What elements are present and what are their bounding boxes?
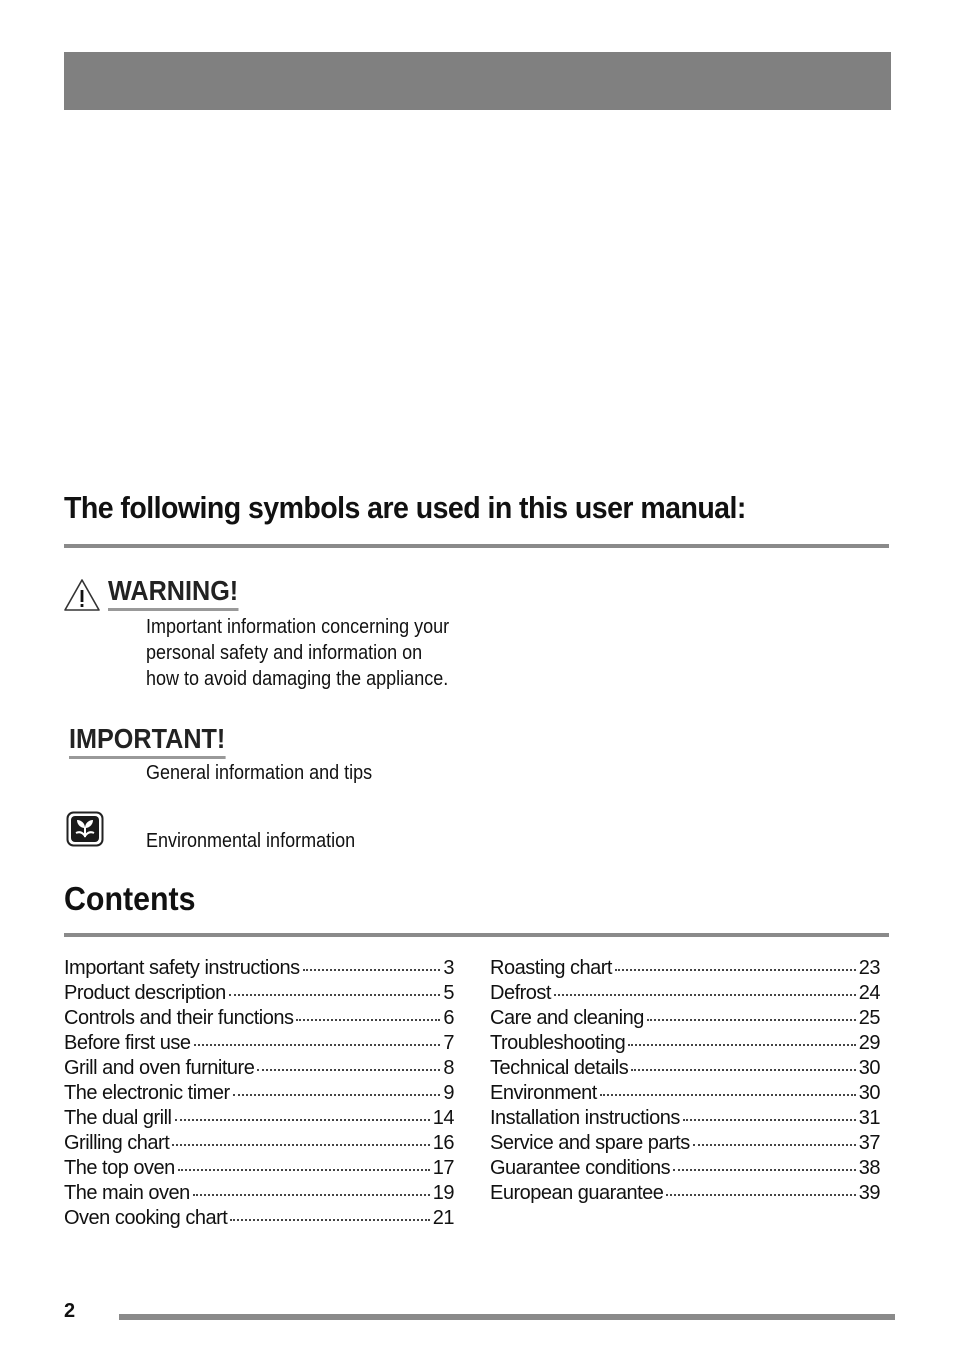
toc-row[interactable]	[490, 982, 880, 1007]
toc-row[interactable]	[490, 1107, 880, 1132]
toc-page: 37	[858, 1132, 880, 1154]
leader-dots	[194, 1044, 441, 1046]
leader-dots	[615, 969, 856, 971]
toc-title: Technical details	[490, 1057, 629, 1079]
toc-page: 16	[432, 1132, 454, 1154]
toc-row[interactable]	[490, 1032, 880, 1057]
toc-title: Grilling chart	[64, 1132, 170, 1154]
toc-title: The main oven	[64, 1182, 190, 1204]
leader-dots	[600, 1094, 856, 1096]
warning-line-2: personal safety and information on	[146, 642, 423, 664]
leader-dots	[554, 994, 856, 996]
toc-row[interactable]	[64, 1057, 454, 1082]
page-number: 2	[64, 1300, 76, 1322]
toc-page: 6	[443, 1007, 454, 1029]
leader-dots	[193, 1194, 430, 1196]
leader-dots	[175, 1119, 430, 1121]
toc-page: 38	[858, 1157, 880, 1179]
toc-left-column	[64, 957, 454, 1232]
toc-title: Care and cleaning	[490, 1007, 644, 1029]
toc-page: 17	[432, 1157, 454, 1179]
toc-row[interactable]	[490, 1132, 880, 1157]
leader-dots	[666, 1194, 855, 1196]
toc-title: Grill and oven furniture	[64, 1057, 255, 1079]
toc-title: Installation instructions	[490, 1107, 680, 1129]
leader-dots	[647, 1019, 856, 1021]
toc-row[interactable]	[64, 1182, 454, 1207]
toc-title: European guarantee	[490, 1182, 664, 1204]
toc-row[interactable]	[490, 1182, 880, 1207]
toc-row[interactable]	[64, 1207, 454, 1232]
toc-row[interactable]	[490, 1157, 880, 1182]
toc-title: Service and spare parts	[490, 1132, 690, 1154]
toc-title: Roasting chart	[490, 957, 612, 979]
leader-dots	[693, 1144, 856, 1146]
toc-row[interactable]	[64, 957, 454, 982]
toc-row[interactable]	[64, 1132, 454, 1157]
toc-page: 3	[443, 957, 454, 979]
toc-row[interactable]	[64, 1032, 454, 1057]
warning-line-3: how to avoid damaging the appliance.	[146, 668, 449, 690]
toc-page: 5	[443, 982, 454, 1004]
toc-page: 7	[443, 1032, 454, 1054]
toc-page: 31	[858, 1107, 880, 1129]
leader-dots	[683, 1119, 856, 1121]
toc-title: Before first use	[64, 1032, 191, 1054]
toc-row[interactable]	[64, 1107, 454, 1132]
footer-rule	[119, 1314, 895, 1320]
contents-heading: Contents	[64, 880, 196, 917]
toc-page: 21	[432, 1207, 454, 1229]
leader-dots	[631, 1069, 856, 1071]
environment-icon	[66, 811, 104, 847]
toc-page: 24	[858, 982, 880, 1004]
toc-title: The electronic timer	[64, 1082, 230, 1104]
leader-dots	[296, 1019, 440, 1021]
warning-triangle-icon	[63, 578, 101, 612]
header-bar	[64, 52, 891, 110]
environmental-text: Environmental information	[146, 830, 356, 852]
toc-row[interactable]	[490, 1007, 880, 1032]
warning-title: WARNING!	[108, 574, 238, 611]
toc-page: 30	[858, 1057, 880, 1079]
leader-dots	[229, 994, 441, 996]
toc-page: 25	[858, 1007, 880, 1029]
leader-dots	[673, 1169, 856, 1171]
important-title: IMPORTANT!	[69, 722, 225, 759]
toc-page: 39	[858, 1182, 880, 1204]
toc-page: 19	[432, 1182, 454, 1204]
symbols-heading: The following symbols are used in this user manual:	[64, 490, 746, 525]
toc-title: The dual grill	[64, 1107, 172, 1129]
heading-rule	[64, 544, 889, 548]
leader-dots	[628, 1044, 856, 1046]
toc-page: 9	[443, 1082, 454, 1104]
toc-page: 14	[432, 1107, 454, 1129]
toc-title: Guarantee conditions	[490, 1157, 671, 1179]
important-text: General information and tips	[146, 762, 373, 784]
contents-rule	[64, 933, 889, 937]
toc-page: 29	[858, 1032, 880, 1054]
leader-dots	[303, 969, 441, 971]
toc-row[interactable]	[64, 982, 454, 1007]
leader-dots	[233, 1094, 441, 1096]
leader-dots	[230, 1219, 429, 1221]
toc-right-column	[490, 957, 880, 1207]
toc-row[interactable]	[64, 1007, 454, 1032]
toc-title: Oven cooking chart	[64, 1207, 228, 1229]
toc-title: Environment	[490, 1082, 597, 1104]
toc-row[interactable]	[64, 1082, 454, 1107]
toc-row[interactable]	[490, 1057, 880, 1082]
toc-page: 30	[858, 1082, 880, 1104]
leader-dots	[178, 1169, 430, 1171]
toc-title: The top oven	[64, 1157, 175, 1179]
toc-row[interactable]	[64, 1157, 454, 1182]
toc-title: Product description	[64, 982, 226, 1004]
toc-row[interactable]	[490, 957, 880, 982]
warning-line-1: Important information concerning your	[146, 616, 450, 638]
leader-dots	[257, 1069, 440, 1071]
toc-title: Troubleshooting	[490, 1032, 626, 1054]
toc-page: 23	[858, 957, 880, 979]
toc-row[interactable]	[490, 1082, 880, 1107]
leader-dots	[172, 1144, 429, 1146]
toc-title: Controls and their functions	[64, 1007, 294, 1029]
toc-title: Defrost	[490, 982, 551, 1004]
toc-title: Important safety instructions	[64, 957, 300, 979]
toc-page: 8	[443, 1057, 454, 1079]
